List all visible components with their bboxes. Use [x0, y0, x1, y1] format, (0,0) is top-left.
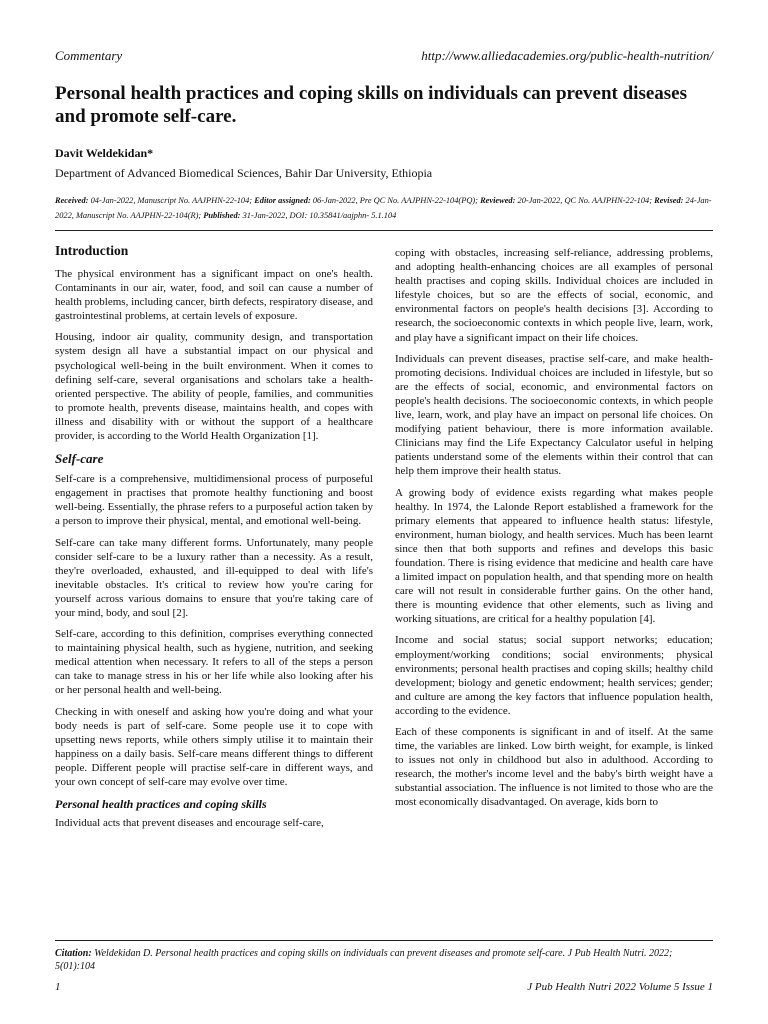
journal-url-link[interactable]: http://www.alliedacademies.org/public-health-nutrition/ — [421, 48, 713, 63]
section-label: Commentary — [55, 48, 123, 63]
author-affiliation: Department of Advanced Biomedical Sciences, Bahir Dar University, Ethiopia — [55, 166, 433, 180]
self-care-heading: Self-care — [55, 451, 104, 467]
right-column — [395, 246, 713, 924]
intro-paragraph: Housing, indoor air quality, community design, and transportation system design all have a substantial impact on our physical and psychological well-being in the built environment. When it comes to defining self-care, several organisations and scholars take a health-oriented perspective. The ability of people, families, and communities to promote health, prevents disease, maintains health, and copes with illness and disability with or without the support of a healthcare provider, is according to the World Health Organization [1]. — [55, 331, 373, 443]
received-value: 04-Jan-2022, Manuscript No. AAJPHN-22-104; — [88, 196, 255, 205]
left-column — [55, 242, 373, 924]
reviewed-value: 20-Jan-2022, QC No. AAJPHN-22-104; — [515, 196, 655, 205]
citation-label: Citation: — [55, 948, 92, 959]
practices-paragraph: Individual acts that prevent diseases and encourage self-care, — [55, 817, 324, 830]
self-care-paragraph: Self-care, according to this definition, comprises everything connected to maintaining physical health, such as hygiene, nutrition, and seeking medical attention when necessary. It refers to all of the steps a person can take to manage stress in his or her life while also looking after his or her personal health and well-being. — [55, 628, 373, 697]
intro-paragraph: The physical environment has a significant impact on one's health. Contaminants in our air, water, food, and soil can cause a number of health problems, including cancer, birth defects, respiratory disease, and gastrointestinal problems, at certain levels of exposure. — [55, 268, 373, 323]
published-label: Published: — [203, 211, 241, 220]
self-care-paragraph: Checking in with oneself and asking how you're doing and what your body needs is part of self-care. Some people use it to cope with upsetting news reports, while others simply utilise it to maintain their happiness on a daily basis. Self-care means different things to different people. Different people will practise self-care in different ways, and your own concept of self-care may evolve over time. — [55, 705, 373, 788]
running-header — [55, 48, 713, 64]
citation-footer — [55, 940, 713, 973]
page-footer — [55, 980, 713, 994]
body-paragraph: A growing body of evidence exists regarding what makes people healthy. In 1974, the Lalonde Report established a framework for the primary elements that appeared to influence health status: lifestyle, environment, human biology, and health services. Much has been learnt since then that both supports and refines and develops this basic foundation. There is rising evidence that medicine and health care have a limited impact on population health, and that spending more on health care will not result in considerable further gains. On the other hand, there is mounting evidence that other elements, such as living and working situations, are critical for a healthy population [4]. — [395, 486, 713, 626]
journal-issue: J Pub Health Nutri 2022 Volume 5 Issue 1 — [527, 981, 713, 993]
body-paragraph: Income and social status; social support networks; education; employment/working conditions; social environments; physical environments; personal health practises and coping skills; healthy child development; biology and genetic endowment; health services; gender; and culture are among the key factors that influence population health, according to the evidence. — [395, 634, 713, 717]
article-title: Personal health practices and coping skills on individuals can prevent diseases and promote self-care. — [55, 83, 688, 127]
self-care-paragraph: Self-care can take many different forms. Unfortunately, many people consider self-care to be a luxury rather than a necessity. As a result, they're overloaded, exhausted, and ill-equipped to deal with life's inevitable obstacles. It's critical to review how you're caring for yourself across various domains to ensure that you're taking care of your mind, body, and soul [2]. — [55, 536, 373, 619]
self-care-paragraph: Self-care is a comprehensive, multidimensional process of purposeful engagement in practises that promote healthy functioning and boost well-being. Essentially, the phrase refers to a purposeful action taken by a person to improve their physical, mental, and emotional well-being. — [55, 473, 373, 528]
body-paragraph: Individuals can prevent diseases, practise self-care, and make health-promoting decisions. Individual choices are included in lifestyle, but so are the effects of social, economic, and environmental factors on people's health decisions. The socioeconomic contexts, in which people live, learn, work, and play have an impact on personal life choices. On modifying patient behaviour, there is more information available. Clinicians may find the Life Expectancy Calculator useful in helping patients understand some of the elements within their control that can help them improve their health status. — [395, 352, 713, 478]
body-paragraph: Each of these components is significant in and of itself. At the same time, the variables are linked. Low birth weight, for example, is linked to issues not only in childhood but also in adulthood. According to research, the mother's income level and the baby's birth weight have a substantial association. The influence is not limited to those who are the most economically disadvantaged. On average, kids born to — [395, 726, 713, 809]
page-number: 1 — [55, 981, 61, 993]
practices-heading: Personal health practices and coping skills — [55, 797, 267, 812]
revised-value: 24-Jan-2022, Manuscript No. AAJPHN-22-104(R); — [55, 196, 712, 220]
introduction-heading: Introduction — [55, 243, 129, 258]
reviewed-label: Reviewed: — [480, 196, 516, 205]
author-name: Davit Weldekidan* — [55, 146, 154, 160]
received-label: Received: — [55, 196, 89, 205]
editor-value: 06-Jan-2022, Pre QC No. AAJPHN-22-104(PQ); — [310, 196, 481, 205]
editor-label: Editor assigned: — [254, 196, 311, 205]
published-value: 31-Jan-2022, DOI: 10.35841/aajphn- 5.1.104 — [240, 211, 397, 220]
citation-text: Weldekidan D. Personal health practices and coping skills on individuals can prevent diseases and promote self-care. J Pub Health Nutri. 2022; 5(01):104 — [55, 948, 673, 972]
body-paragraph: coping with obstacles, increasing self-reliance, addressing problems, and adopting health-enhancing choices are all examples of personal health practises and coping skills. Individual choices are included in lifestyle choices, but so are the effects of social, economic, and environmental factors on people's health decisions [3]. According to research, the socioeconomic contexts in which people live, learn, work, and play have a significant impact on their life choices. — [395, 247, 713, 344]
header-divider — [55, 230, 713, 231]
revised-label: Revised: — [654, 196, 684, 205]
manuscript-dates — [55, 193, 713, 223]
